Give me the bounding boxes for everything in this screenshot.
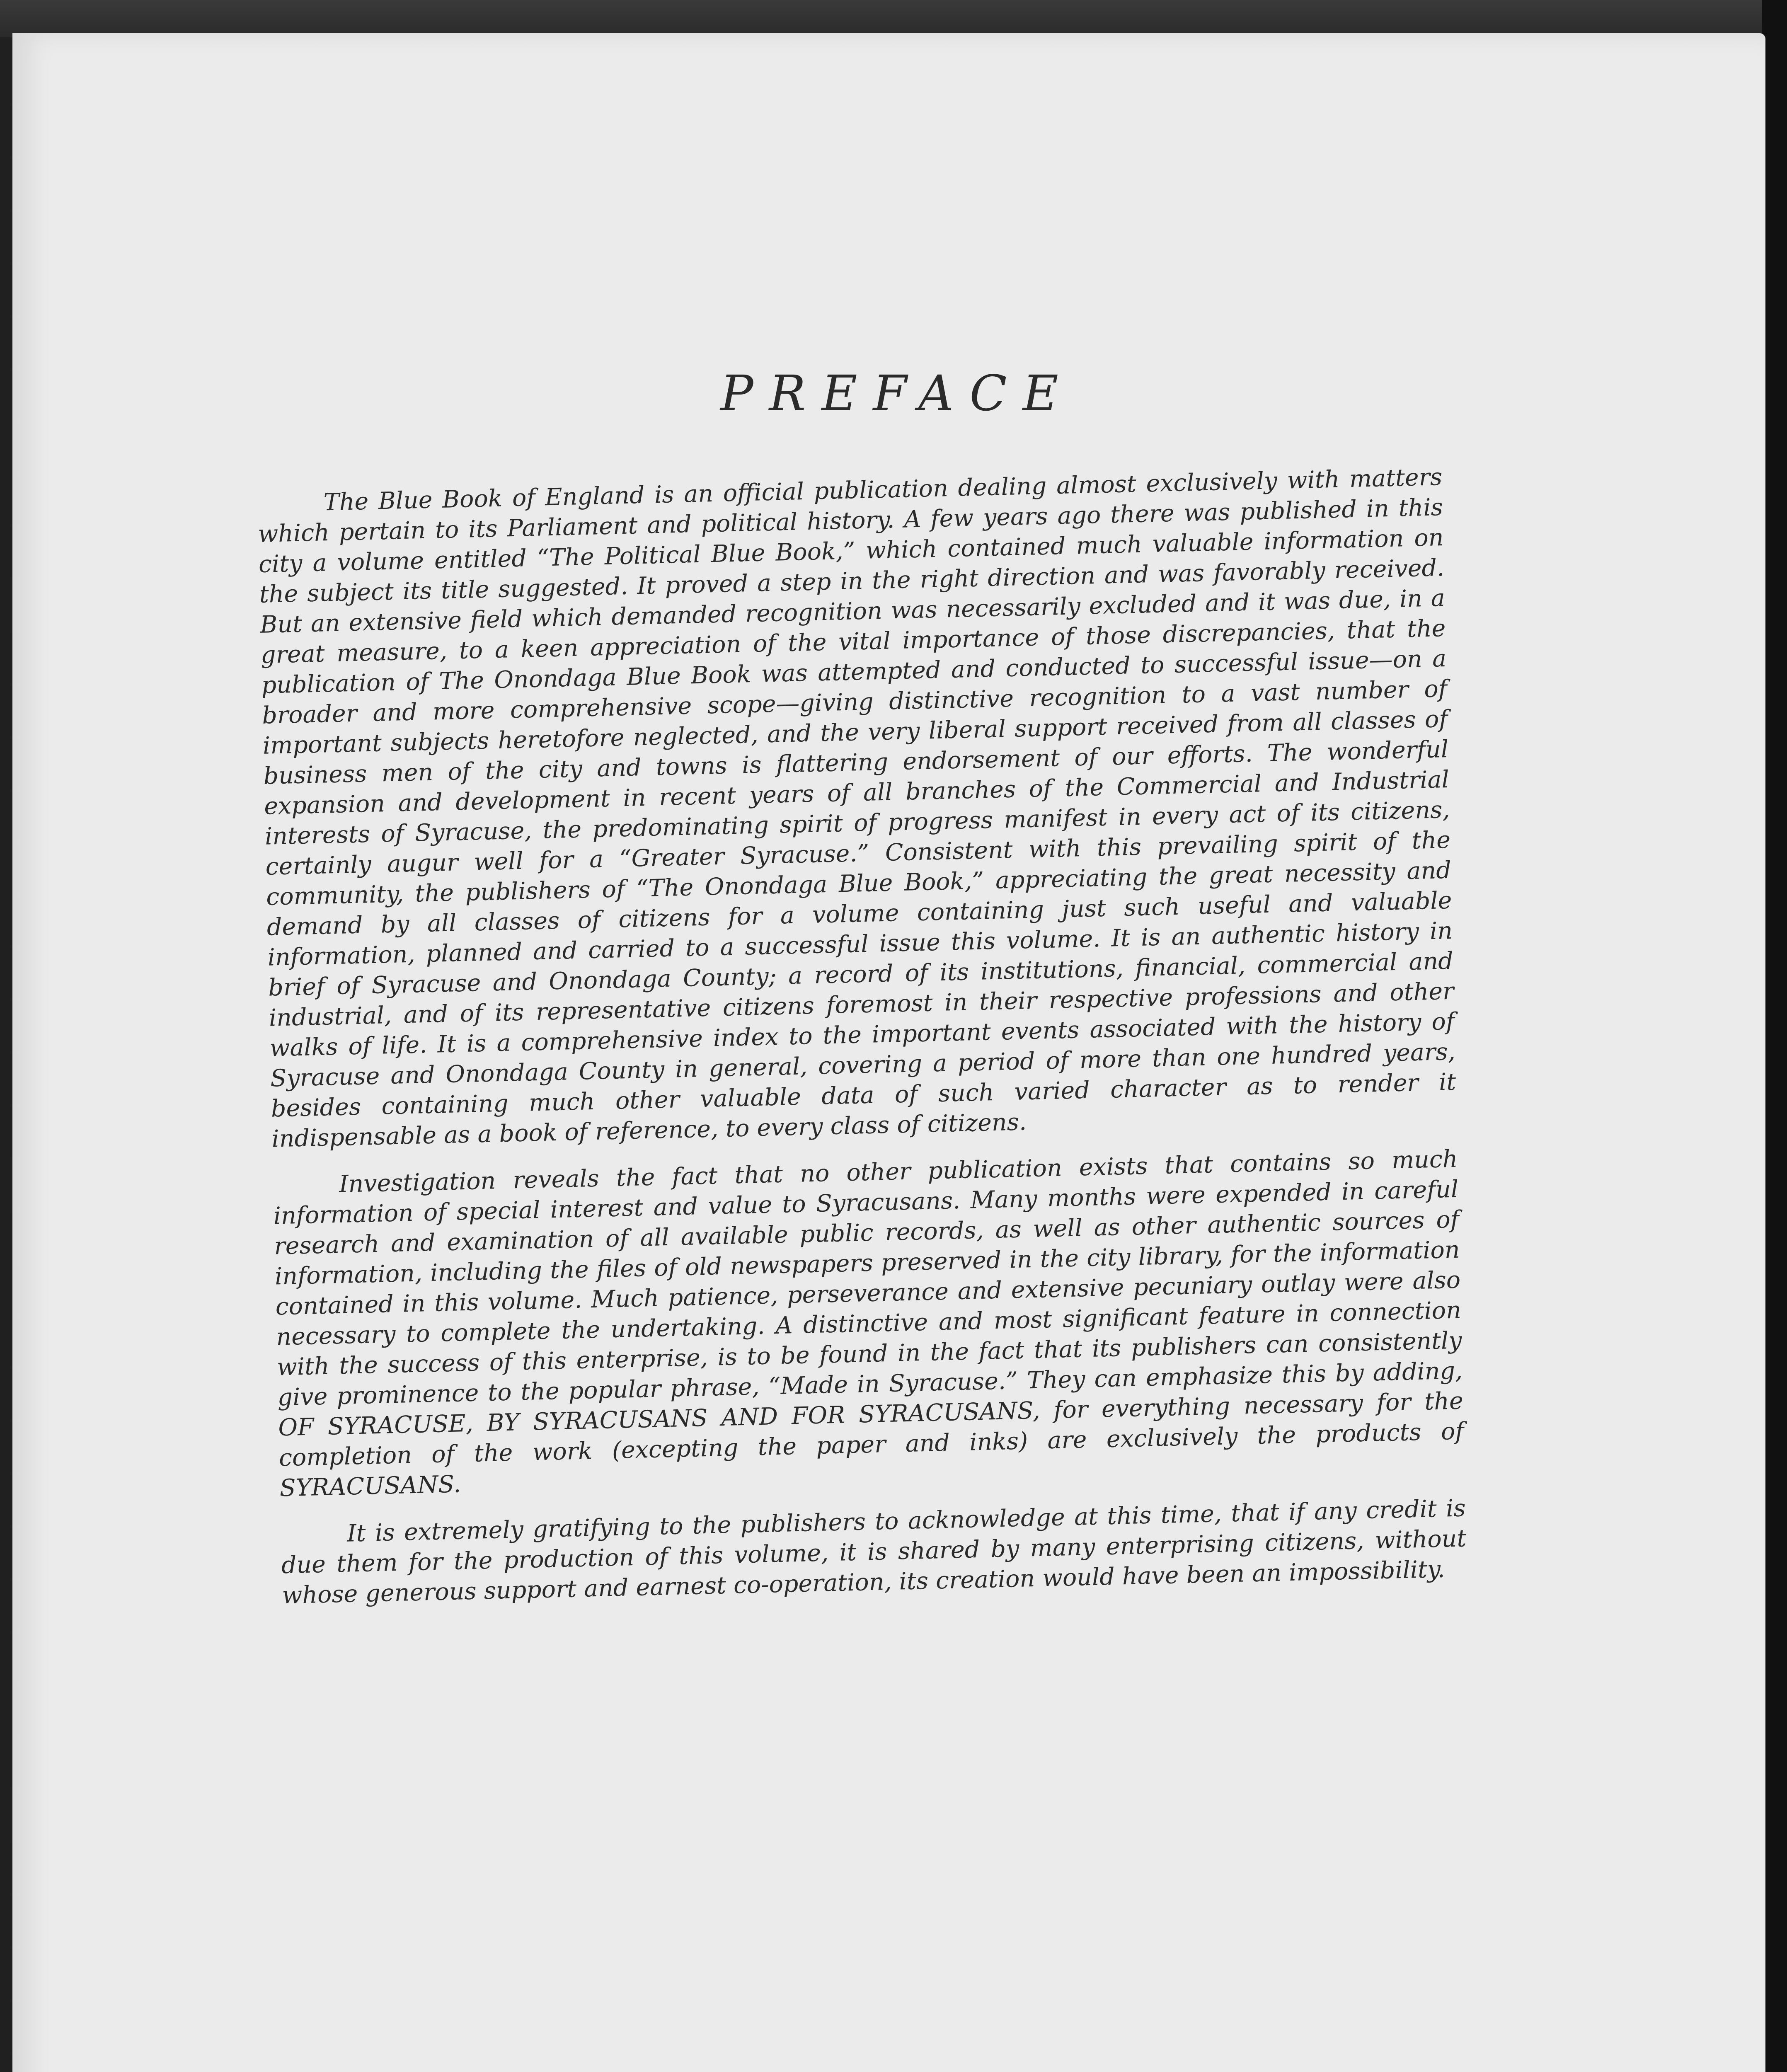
preface-body [257,462,1468,1627]
book-edge-top [0,0,1787,37]
paragraph-2: Investigation reveals the fact that no other publication exists that contains so much information of special interest and value to Syracusans. Many months were expended in careful research and examination of all available public records, as well as other authentic sources of information, including the files of old newspapers preserved in the city library, for the information contained in this volume. Much patience, perseverance and extensive pecuniary outlay were also necessary to complete the undertaking. A distinctive and most significant feature in connection with the success of this enterprise, is to be found in the fact that its publishers can consistently give prominence to the popular phrase, “Made in Syracuse.” They can emphasize this by adding, OF SYRACUSE, BY SYRACUSANS AND FOR SYRACUSANS, for everything necessary for the completion of the work (excepting the paper and inks) are exclusively the products of SYRACUSANS. [273,1145,1465,1502]
paragraph-1: The Blue Book of England is an official publication dealing almost exclusively with matters which pertain to its Parliament and political history. A few years ago there was published in this city a volume entitled “The Political Blue Book,” which contained much valuable information on the subject its title suggested. It proved a step in the right direction and was favorably received. But an extensive field which demanded recognition was necessarily excluded and it was due, in a great measure, to a keen appreciation of the vital importance of those discrepancies, that the publication of The Onondaga Blue Book was attempted and conducted to successful issue—on a broader and more comprehensive scope—giving distinctive recognition to a vast number of important subjects heretofore neglected, and the very liberal support received from all classes of business men of the city and towns is flattering endorsement of our efforts. The wonderful expansion and development in recent years of all branches of the Commercial and Industrial interests of Syracuse, the predominating spirit of progress manifest in every act of its citizens, certainly augur well for a “Greater Syracuse.” Consistent with this prevailing spirit of the community, the publishers of “The Onondaga Blue Book,” appreciating the great necessity and demand by all classes of citizens for a volume containing just such useful and valuable information, planned and carried to a successful issue this volume. It is an authentic history in brief of Syracuse and Onondaga County; a record of its institutions, financial, commercial and industrial, and of its representative citizens foremost in their respective professions and other walks of life. It is a comprehensive index to the important events associated with the history of Syracuse and Onondaga County in general, covering a period of more than one hundred years, besides containing much other valuable data of such varied character as to render it indispensable as a book of reference, to every class of citizens. [257,463,1456,1153]
paragraph-3: It is extremely gratifying to the publishers to acknowledge at this time, that if any credit is due them for the production of this volume, it is shared by many enterprising citizens, without whose generous support and earnest co-operation, its creation would have been an impossibility. [281,1494,1467,1610]
page-title: PREFACE [720,365,1074,422]
book-page [12,33,1765,2072]
book-edge-right [1762,0,1787,2072]
